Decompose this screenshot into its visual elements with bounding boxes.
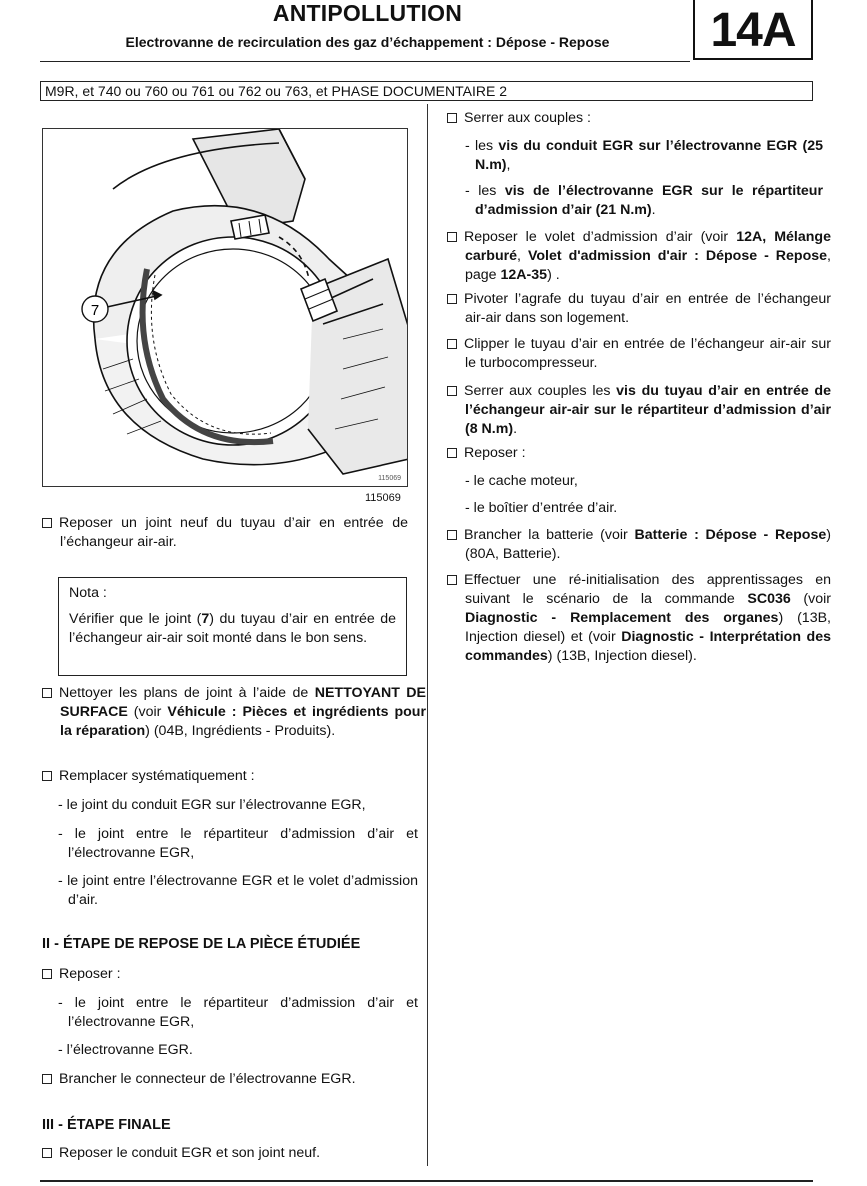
page-subtitle: Electrovanne de recirculation des gaz d’échappement : Dépose - Repose: [125, 34, 610, 50]
technical-illustration: [42, 128, 408, 487]
step-remplacer: Remplacer systématiquement :: [42, 767, 408, 786]
step-reinit: Effectuer une ré-initialisation des apprentissages en suivant le scénario de la commande SC036 (voir Diagnostic - Remplacement des organes) (13B, Injection diesel) et (voir Diagnostic - Interprétation des commandes) (13B, Injection diesel).: [447, 571, 831, 666]
nota-text: Vérifier que le joint (7) du tuyau d’air en entrée de l’échangeur air-air soit monté dans le bon sens.: [69, 611, 396, 646]
section-heading: III - ÉTAPE FINALE: [42, 1117, 171, 1133]
step-serrer: Serrer aux couples :: [447, 109, 813, 128]
step-batterie: Brancher la batterie (voir Batterie : Dépose - Repose) (80A, Batterie).: [447, 526, 831, 564]
figure-number: 115069: [365, 492, 401, 504]
checkbox-icon: [447, 294, 457, 304]
step-clipper: Clipper le tuyau d’air en entrée de l’échangeur air-air sur le turbocompresseur.: [447, 335, 831, 373]
egr-pipe-drawing: [43, 129, 408, 487]
checkbox-icon: [447, 232, 457, 242]
checkbox-icon: [447, 339, 457, 349]
step-nettoyer: Nettoyer les plans de joint à l’aide de NETTOYANT DE SURFACE (voir Véhicule : Pièces et ingrédients pour la réparation) (04B, Ingrédients - Produits).: [42, 684, 426, 741]
checkbox-icon: [447, 448, 457, 458]
page-title: ANTIPOLLUTION: [272, 0, 463, 26]
replace-item: - le joint du conduit EGR sur l’électrovanne EGR,: [58, 797, 366, 813]
checkbox-icon: [447, 386, 457, 396]
header-rule: [40, 61, 690, 62]
reposer-item: - le joint entre le répartiteur d’admission d’air et l’électrovanne EGR,: [58, 995, 418, 1030]
replace-item: - le joint entre l’électrovanne EGR et le volet d’admission d’air.: [58, 873, 418, 908]
callout-number: 7: [90, 302, 100, 319]
step-serrer-tuyau: Serrer aux couples les vis du tuyau d’air en entrée de l’échangeur air-air sur le répartiteur d’admission d’air (8 N.m).: [447, 382, 831, 439]
figure-inner-number: 115069: [378, 475, 401, 482]
reposer-item: - le boîtier d’entrée d’air.: [465, 500, 618, 516]
column-separator: [427, 104, 428, 1166]
checkbox-icon: [447, 530, 457, 540]
step-volet: Reposer le volet d’admission d’air (voir 12A, Mélange carburé, Volet d'admission d'air : Dépose - Repose, page 12A-35) .: [447, 228, 831, 285]
checkbox-icon: [42, 1074, 52, 1084]
checkbox-icon: [42, 969, 52, 979]
footer-rule: [40, 1180, 813, 1182]
checkbox-icon: [42, 771, 52, 781]
step-pivoter: Pivoter l’agrafe du tuyau d’air en entrée de l’échangeur air-air dans son logement.: [447, 290, 831, 328]
step-reposer-joint: Reposer un joint neuf du tuyau d’air en entrée de l’échangeur air-air.: [42, 514, 408, 552]
step-reposer-right: Reposer :: [447, 444, 813, 463]
reposer-item: - le cache moteur,: [465, 473, 578, 489]
step-final: Reposer le conduit EGR et son joint neuf.: [42, 1144, 408, 1163]
nota-label: Nota :: [69, 585, 107, 601]
vehicle-applicability: M9R, et 740 ou 760 ou 761 ou 762 ou 763, et PHASE DOCUMENTAIRE 2: [40, 81, 813, 101]
checkbox-icon: [42, 688, 52, 698]
step-reposer: Reposer :: [42, 965, 408, 984]
couple-item: - les vis de l’électrovanne EGR sur le répartiteur d’admission d’air (21 N.m).: [465, 183, 823, 218]
step-brancher: Brancher le connecteur de l’électrovanne EGR.: [42, 1070, 408, 1089]
nota-box: [58, 577, 407, 676]
checkbox-icon: [42, 518, 52, 528]
section-heading: II - ÉTAPE DE REPOSE DE LA PIÈCE ÉTUDIÉE: [42, 936, 361, 952]
chapter-number: 14A: [693, 0, 813, 60]
checkbox-icon: [447, 575, 457, 585]
checkbox-icon: [42, 1148, 52, 1158]
reposer-item: - l’électrovanne EGR.: [58, 1042, 193, 1058]
replace-item: - le joint entre le répartiteur d’admission d’air et l’électrovanne EGR,: [58, 826, 418, 861]
couple-item: - les vis du conduit EGR sur l’électrovanne EGR (25 N.m),: [465, 138, 823, 173]
checkbox-icon: [447, 113, 457, 123]
